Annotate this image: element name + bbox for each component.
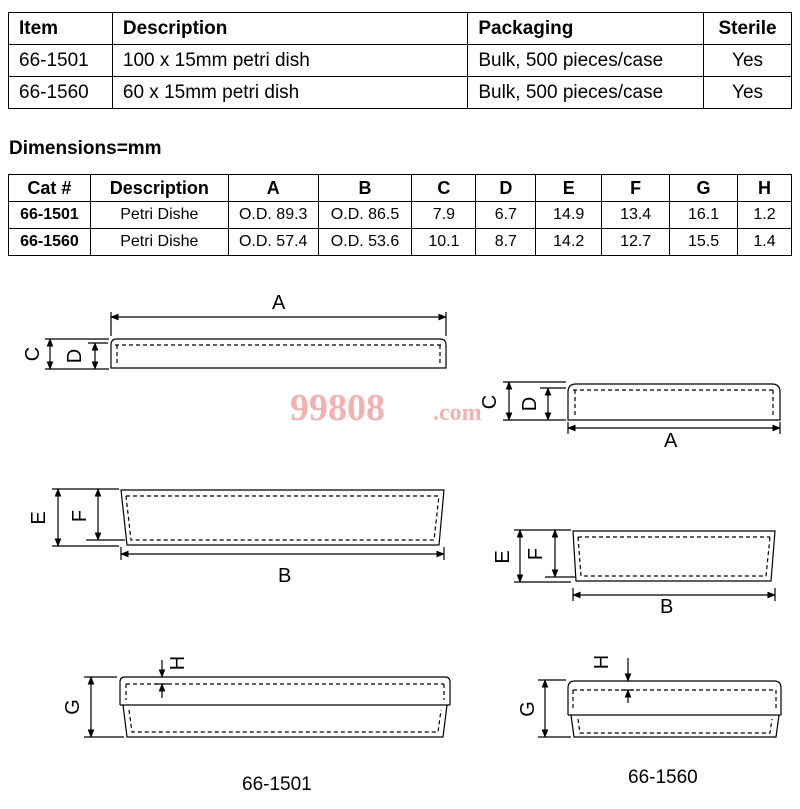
- caption-66-1560: 66-1560: [628, 767, 698, 788]
- header-g: G: [670, 175, 738, 202]
- c-cell: 7.9: [412, 202, 476, 229]
- label-g-1560: G: [517, 701, 539, 717]
- a-cell: O.D. 89.3: [228, 202, 318, 229]
- label-c-1501: C: [22, 346, 44, 362]
- base-drawing-1501: [52, 489, 444, 560]
- label-f-1560: F: [525, 547, 547, 561]
- dimensions-title: Dimensions=mm: [9, 138, 162, 159]
- packaging-cell: Bulk, 500 pieces/case: [468, 77, 704, 109]
- header-e: E: [536, 175, 602, 202]
- header-b: B: [318, 175, 412, 202]
- description-cell: 100 x 15mm petri dish: [112, 45, 467, 77]
- label-h-1501: H: [167, 655, 189, 671]
- label-g-1501: G: [62, 699, 84, 715]
- lid-drawing-1501: [45, 312, 446, 369]
- item-cell: 66-1560: [9, 77, 113, 109]
- header-f: F: [602, 175, 670, 202]
- assembly-drawing-1560: [538, 658, 781, 737]
- e-cell: 14.9: [536, 202, 602, 229]
- header-description: Description: [112, 13, 467, 45]
- header-cat: Cat #: [9, 175, 91, 202]
- label-e-1501: E: [28, 511, 50, 525]
- g-cell: 15.5: [670, 229, 738, 256]
- header-c: C: [412, 175, 476, 202]
- header-sterile: Sterile: [704, 13, 792, 45]
- packaging-cell: Bulk, 500 pieces/case: [468, 45, 704, 77]
- c-cell: 10.1: [412, 229, 476, 256]
- label-d-1560: D: [519, 396, 541, 412]
- watermark: 99808: [290, 387, 385, 429]
- description-cell: Petri Dishe: [90, 202, 228, 229]
- d-cell: 8.7: [476, 229, 536, 256]
- header-a: A: [228, 175, 318, 202]
- b-cell: O.D. 86.5: [318, 202, 412, 229]
- label-f-1501: F: [69, 509, 91, 523]
- g-cell: 16.1: [670, 202, 738, 229]
- d-cell: 6.7: [476, 202, 536, 229]
- description-cell: 60 x 15mm petri dish: [112, 77, 467, 109]
- sterile-cell: Yes: [704, 45, 792, 77]
- h-cell: 1.2: [738, 202, 792, 229]
- f-cell: 12.7: [602, 229, 670, 256]
- base-drawing-1560: [514, 530, 775, 601]
- lid-drawing-1560: [503, 382, 780, 434]
- header-d: D: [476, 175, 536, 202]
- assembly-drawing-1501: [84, 660, 450, 737]
- header-h: H: [738, 175, 792, 202]
- label-a-1501: A: [272, 292, 286, 314]
- a-cell: O.D. 57.4: [228, 229, 318, 256]
- e-cell: 14.2: [536, 229, 602, 256]
- f-cell: 13.4: [602, 202, 670, 229]
- item-cell: 66-1501: [9, 45, 113, 77]
- label-d-1501: D: [64, 348, 86, 364]
- label-c-1560: C: [479, 394, 501, 410]
- description-cell: Petri Dishe: [90, 229, 228, 256]
- cat-cell: 66-1501: [9, 202, 91, 229]
- caption-66-1501: 66-1501: [242, 774, 312, 795]
- watermark-suffix: .com: [433, 400, 482, 426]
- b-cell: O.D. 53.6: [318, 229, 412, 256]
- header-description: Description: [90, 175, 228, 202]
- label-e-1560: E: [492, 550, 514, 564]
- header-packaging: Packaging: [468, 13, 704, 45]
- label-b-1501: B: [278, 565, 292, 587]
- header-item: Item: [9, 13, 113, 45]
- sterile-cell: Yes: [704, 77, 792, 109]
- cat-cell: 66-1560: [9, 229, 91, 256]
- h-cell: 1.4: [738, 229, 792, 256]
- label-a-1560: A: [664, 430, 678, 452]
- label-h-1560: H: [591, 654, 613, 670]
- label-b-1560: B: [660, 596, 674, 618]
